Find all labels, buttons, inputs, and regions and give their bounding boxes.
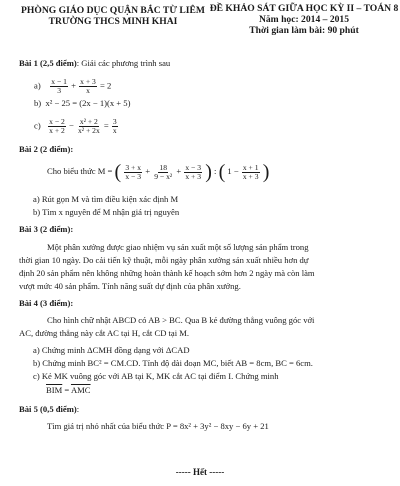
department-name: PHÒNG GIÁO DỤC QUẬN BẮC TỪ LIÊM [21, 5, 205, 16]
bai2-a: a) Rút gọn M và tìm điều kiện xác định M [33, 194, 179, 204]
operator: = [64, 385, 70, 395]
fraction [153, 164, 173, 181]
bai2-title: Bài 2 (2 điểm): [19, 144, 74, 154]
bai2-expression [47, 162, 269, 182]
bai5-text: Tìm giá trị nhỏ nhất của biểu thức P = 8x² + 3y² − 8xy − 6y + 21 [47, 421, 269, 431]
denominator: x − 3 [125, 171, 142, 181]
bai4-c-angles [46, 385, 91, 396]
bai1-b-equation: x² − 25 = (2x − 1)(x + 5) [45, 98, 131, 108]
exam-header [208, 3, 400, 36]
bai1-b-label: b) [34, 98, 42, 108]
bai1-a [34, 78, 111, 95]
bai4-a: a) Chứng minh ΔCMH đồng dạng với ΔCAD [33, 345, 190, 355]
numerator: x + 3 [80, 77, 96, 86]
school-name: TRƯỜNG THCS MINH KHAI [48, 16, 178, 27]
bai2-b: b) Tìm x nguyên để M nhận giá trị nguyên [33, 207, 180, 217]
numerator: x² + 2 [79, 117, 98, 126]
school-year: Năm học: 2014 – 2015 [258, 14, 350, 25]
numerator: 18 [159, 162, 167, 172]
bai4-c: c) Kẻ MK vuông góc với AB tại K, MK cắt AC tại điểm I. Chứng minh [33, 371, 279, 381]
bai3-line3: định 20 sản phẩm nên không những hoàn thành kế hoạch sớm hơn 2 ngày mà còn làm [19, 268, 315, 278]
operator: + [176, 165, 182, 176]
numerator: x − 3 [185, 162, 202, 172]
angle-amc: $\overline{AMC}$ [70, 385, 91, 395]
operator: − [68, 120, 74, 131]
operator: = [103, 120, 109, 131]
paren-close: ) [262, 161, 270, 183]
bai1-heading [19, 58, 170, 69]
bai5-title: Bài 5 (0,5 điểm) [19, 404, 77, 414]
denominator: x + 2 [49, 126, 65, 135]
operator: + [71, 80, 76, 91]
bai5-colon: : [76, 404, 80, 414]
fraction [184, 164, 202, 181]
denominator: 9 − x² [154, 171, 173, 181]
bai4-line1: Cho hình chữ nhật ABCD có AB > BC. Qua B kẻ đường thẳng vuông góc với [47, 315, 315, 325]
fraction [50, 78, 68, 95]
denominator: x + 3 [185, 171, 202, 181]
bai3-line4: vượt mức 40 sản phẩm. Tính năng suất dự định của phân xưởng. [19, 281, 241, 291]
fraction [242, 164, 260, 181]
time-limit: Thời gian làm bài: 90 phút [249, 25, 359, 36]
numerator: x − 1 [51, 77, 67, 86]
fraction [124, 164, 142, 181]
operator: 1 − [227, 165, 239, 176]
bai3-line2: thời gian 10 ngày. Do cải tiến kỹ thuật, mỗi ngày phân xưởng sản xuất nhiều hơn dự [19, 255, 309, 265]
denominator: x² + 2x [78, 126, 100, 135]
operator: : [214, 165, 217, 176]
fraction [48, 118, 66, 135]
bai4-b: b) Chứng minh BC² = CM.CD. Tính độ dài đoạn MC, biết AB = 8cm, BC = 6cm. [33, 358, 313, 368]
fraction [77, 118, 101, 135]
angle-bim: $\overline{BIM}$ [46, 385, 63, 395]
bai1-c [34, 118, 119, 135]
fraction [112, 118, 118, 135]
bai1-a-label: a) [34, 80, 41, 91]
bai5-heading [19, 404, 79, 415]
bai4-title: Bài 4 (3 điểm): [19, 298, 74, 308]
operator: + [145, 165, 151, 176]
denominator: x [112, 126, 117, 135]
bai1-c-label: c) [34, 120, 41, 131]
bai1-title: Bài 1 (2,5 điểm) [19, 58, 77, 68]
paren-close: ) [205, 161, 212, 183]
numerator: 3 [112, 117, 117, 126]
exam-title: ĐỀ KHẢO SÁT GIỮA HỌC KỲ II – TOÁN 8 [209, 3, 399, 14]
fraction [79, 78, 97, 95]
paren-open: ( [114, 161, 122, 183]
end-marker: ----- Hết ----- [175, 467, 225, 477]
bai4-line2: AC, đường thẳng này cắt AC tại H, cắt CD tại M. [19, 328, 190, 338]
denominator: x + 3 [242, 171, 259, 181]
paren-open: ( [218, 161, 226, 183]
bai3-line1: Một phân xưởng được giao nhiệm vụ sản xuất một số lượng sản phẩm trong [47, 242, 309, 252]
denominator: 3 [57, 86, 62, 95]
rhs: = 2 [99, 80, 112, 91]
numerator: x − 2 [49, 117, 65, 126]
numerator: 3 + x [125, 162, 142, 172]
bai2-intro: Cho biểu thức M = [47, 165, 113, 176]
numerator: x + 1 [242, 162, 259, 172]
bai3-title: Bài 3 (2 điểm): [19, 224, 74, 234]
bai1-intro: : Giải các phương trình sau [76, 58, 171, 68]
bai1-b [34, 98, 130, 109]
denominator: x [86, 86, 90, 95]
school-header [18, 5, 208, 27]
